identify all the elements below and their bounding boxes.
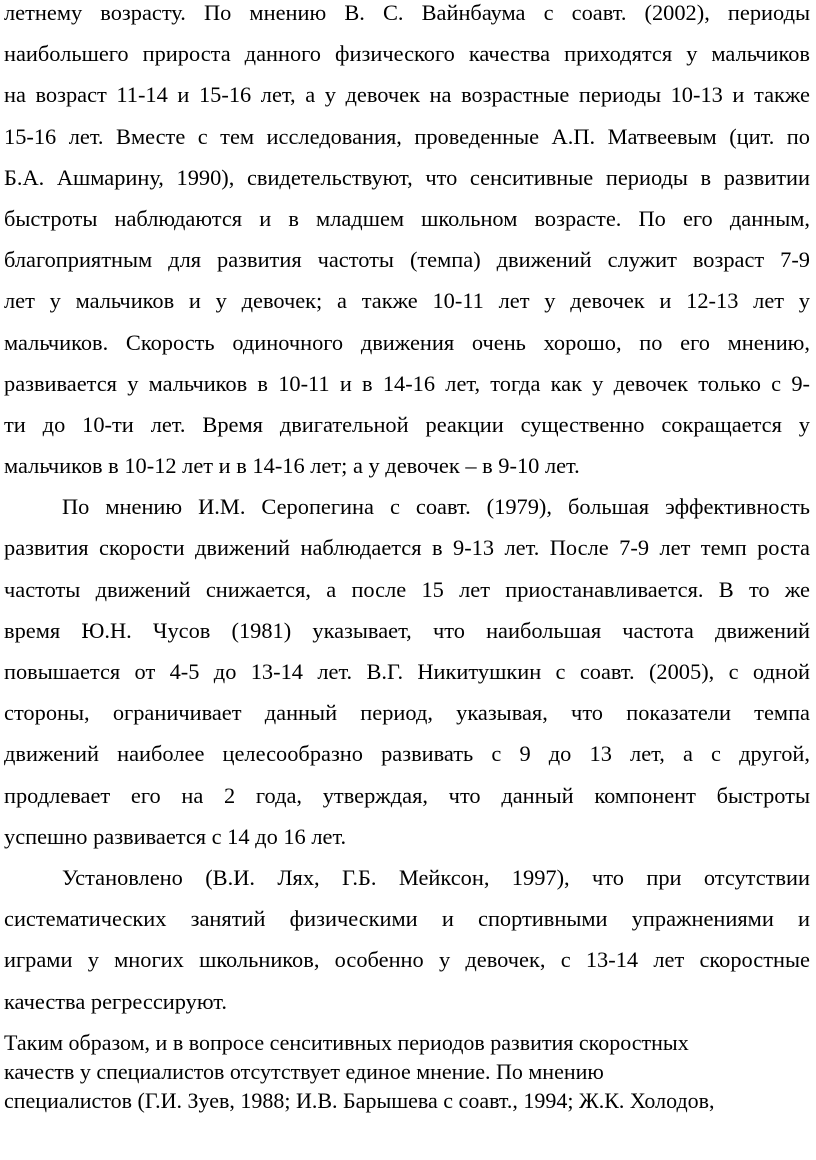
text-line: повышается от 4-5 до 13-14 лет. В.Г. Никитушкин с соавт. (2005), с одной — [4, 659, 810, 684]
text-line: Б.А. Ашмарину, 1990), свидетельствуют, что сенситивные периоды в развитии — [4, 164, 810, 190]
text-line: играми у многих школьников, особенно у девочек, с 13-14 лет скоростные — [4, 947, 810, 973]
text-line: мальчиков в 10-12 лет и в 14-16 лет; а у девочек – в 9-10 лет. — [4, 453, 580, 479]
text-line: систематических занятий физическими и спортивными упражнениями и — [4, 906, 810, 932]
paragraph-1 — [4, 0, 810, 486]
text-line: качеств у специалистов отсутствует единое мнение. По мнению — [4, 1058, 604, 1084]
text-line: мальчиков. Скорость одиночного движения очень хорошо, по его мнению, — [4, 329, 810, 355]
paragraph-2 — [4, 486, 810, 857]
text-line: успешно развивается с 14 до 16 лет. — [4, 823, 347, 849]
text-line: продлевает его на 2 года, утверждая, что данный компонент быстроты — [4, 782, 810, 808]
text-line: быстроты наблюдаются и в младшем школьном возрасте. По его данным, — [4, 205, 810, 231]
text-line: стороны, ограничивает данный период, указывая, что показатели темпа — [4, 700, 810, 726]
text-line: время Ю.Н. Чусов (1981) указывает, что наибольшая частота движений — [4, 617, 810, 643]
text-line: развивается у мальчиков в 10-11 и в 14-16 лет, тогда как у девочек только с 9- — [4, 370, 810, 396]
text-line: Таким образом, и в вопросе сенситивных периодов развития скоростных — [4, 1029, 689, 1055]
text-line: движений наиболее целесообразно развивать с 9 до 13 лет, а с другой, — [4, 741, 810, 767]
paragraph-3 — [4, 857, 810, 1022]
text-line: развития скорости движений наблюдается в 9-13 лет. После 7-9 лет темп роста — [4, 535, 810, 561]
text-line: 15-16 лет. Вместе с тем исследования, проведенные А.П. Матвеевым (цит. по — [4, 123, 810, 149]
text-line: По мнению И.М. Серопегина с соавт. (1979), большая эффективность — [62, 494, 810, 520]
text-line: наибольшего прироста данного физического качества приходятся у мальчиков — [4, 41, 810, 67]
text-line: благоприятным для развития частоты (темпа) движений служит возраст 7-9 — [4, 247, 810, 273]
text-line: частоты движений снижается, а после 15 лет приостанавливается. В то же — [4, 576, 810, 602]
text-line: ти до 10-ти лет. Время двигательной реакции существенно сокращается у — [4, 411, 810, 437]
text-line: лет у мальчиков и у девочек; а также 10-11 лет у девочек и 12-13 лет у — [4, 288, 810, 314]
text-line: на возраст 11-14 и 15-16 лет, а у девочек на возрастные периоды 10-13 и также — [4, 82, 810, 108]
text-line: Установлено (В.И. Лях, Г.Б. Мейксон, 1997), что при отсутствии — [62, 864, 810, 890]
paragraph-4 — [4, 1028, 810, 1115]
text-line: летнему возрасту. По мнению В. С. Вайнбаума с соавт. (2002), периоды — [4, 0, 810, 25]
text-line: специалистов (Г.И. Зуев, 1988; И.В. Барышева с соавт., 1994; Ж.К. Холодов, — [4, 1087, 715, 1113]
text-line: качества регрессируют. — [4, 988, 227, 1014]
